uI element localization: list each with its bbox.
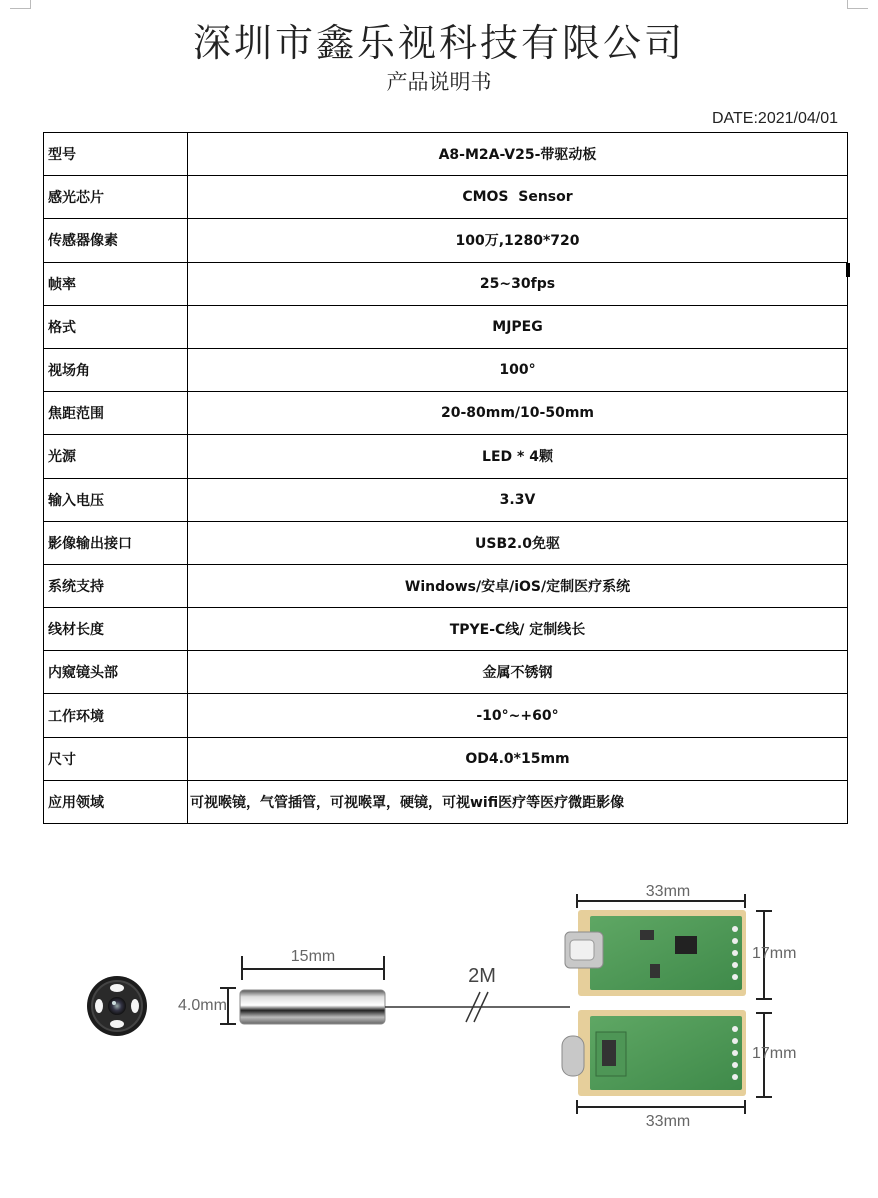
- spec-label: 内窥镜头部: [44, 651, 188, 694]
- spec-value: OD4.0*15mm: [188, 737, 848, 780]
- spec-label: 传感器像素: [44, 219, 188, 262]
- table-row: [44, 176, 848, 219]
- page-corner-mark: [847, 0, 868, 9]
- spec-value: -10°~+60°: [188, 694, 848, 737]
- camera-head-side-view: [240, 990, 385, 1024]
- page-corner-mark: [10, 0, 31, 9]
- spec-label: 焦距范围: [44, 392, 188, 435]
- spec-label: 影像输出接口: [44, 521, 188, 564]
- table-row: [44, 737, 848, 780]
- spec-table: [43, 132, 848, 824]
- spec-value: CMOS Sensor: [188, 176, 848, 219]
- spec-value: Windows/安卓/iOS/定制医疗系统: [188, 564, 848, 607]
- spec-label: 光源: [44, 435, 188, 478]
- board-bottom-width-dimension: [577, 1100, 745, 1114]
- led-icon: [95, 999, 103, 1013]
- table-row: [44, 262, 848, 305]
- board-top-width-label: 33mm: [645, 883, 691, 900]
- driver-board-bottom: [562, 1010, 746, 1096]
- table-row: [44, 392, 848, 435]
- led-icon: [110, 1020, 124, 1028]
- spec-value: MJPEG: [188, 305, 848, 348]
- table-row: [44, 521, 848, 564]
- document-date: DATE:2021/04/01: [711, 110, 838, 127]
- spec-label: 型号: [44, 133, 188, 176]
- spec-label: 工作环境: [44, 694, 188, 737]
- table-row: [44, 564, 848, 607]
- spec-value: A8-M2A-V25-带驱动板: [188, 133, 848, 176]
- spec-value: 可视喉镜，气管插管，可视喉罩，硬镜，可视wifi医疗等医疗微距影像: [188, 780, 848, 823]
- usb-c-connector-icon: [562, 1036, 584, 1076]
- table-row: [44, 219, 848, 262]
- camera-head-front-view: [87, 976, 147, 1036]
- table-row: [44, 608, 848, 651]
- spec-label: 系统支持: [44, 564, 188, 607]
- company-name: 深圳市鑫乐视科技有限公司: [192, 21, 685, 65]
- table-row: [44, 651, 848, 694]
- spec-value: TPYE-C线/ 定制线长: [188, 608, 848, 651]
- head-diameter-label: 4.0mm: [178, 997, 227, 1014]
- spec-value: 25~30fps: [188, 262, 848, 305]
- board-bottom-width-label: 33mm: [645, 1113, 691, 1130]
- cable-length-label: 2M: [468, 965, 496, 987]
- product-dimension-diagram: [0, 860, 878, 1160]
- table-row: [44, 780, 848, 823]
- margin-mark: [846, 263, 850, 277]
- spec-label: 格式: [44, 305, 188, 348]
- spec-label: 感光芯片: [44, 176, 188, 219]
- led-icon: [110, 984, 124, 992]
- table-row: [44, 478, 848, 521]
- spec-value: 20-80mm/10-50mm: [188, 392, 848, 435]
- spec-label: 线材长度: [44, 608, 188, 651]
- spec-value: 金属不锈钢: [188, 651, 848, 694]
- table-row: [44, 694, 848, 737]
- head-length-label: 15mm: [290, 948, 336, 965]
- spec-label: 帧率: [44, 262, 188, 305]
- spec-value: 100°: [188, 348, 848, 391]
- spec-value: 100万,1280*720: [188, 219, 848, 262]
- spec-value: USB2.0免驱: [188, 521, 848, 564]
- table-row: [44, 305, 848, 348]
- spec-label: 视场角: [44, 348, 188, 391]
- table-row: [44, 133, 848, 176]
- board-top-height-label: 17mm: [752, 945, 797, 962]
- lens-icon: [108, 997, 126, 1015]
- led-icon: [131, 999, 139, 1013]
- table-row: [44, 435, 848, 478]
- driver-board-top: [565, 910, 746, 996]
- board-bottom-height-label: 17mm: [752, 1045, 797, 1062]
- document-title: 产品说明书: [386, 70, 492, 94]
- spec-value: LED * 4颗: [188, 435, 848, 478]
- spec-label: 应用领域: [44, 780, 188, 823]
- table-row: [44, 348, 848, 391]
- spec-label: 尺寸: [44, 737, 188, 780]
- spec-value: 3.3V: [188, 478, 848, 521]
- spec-label: 输入电压: [44, 478, 188, 521]
